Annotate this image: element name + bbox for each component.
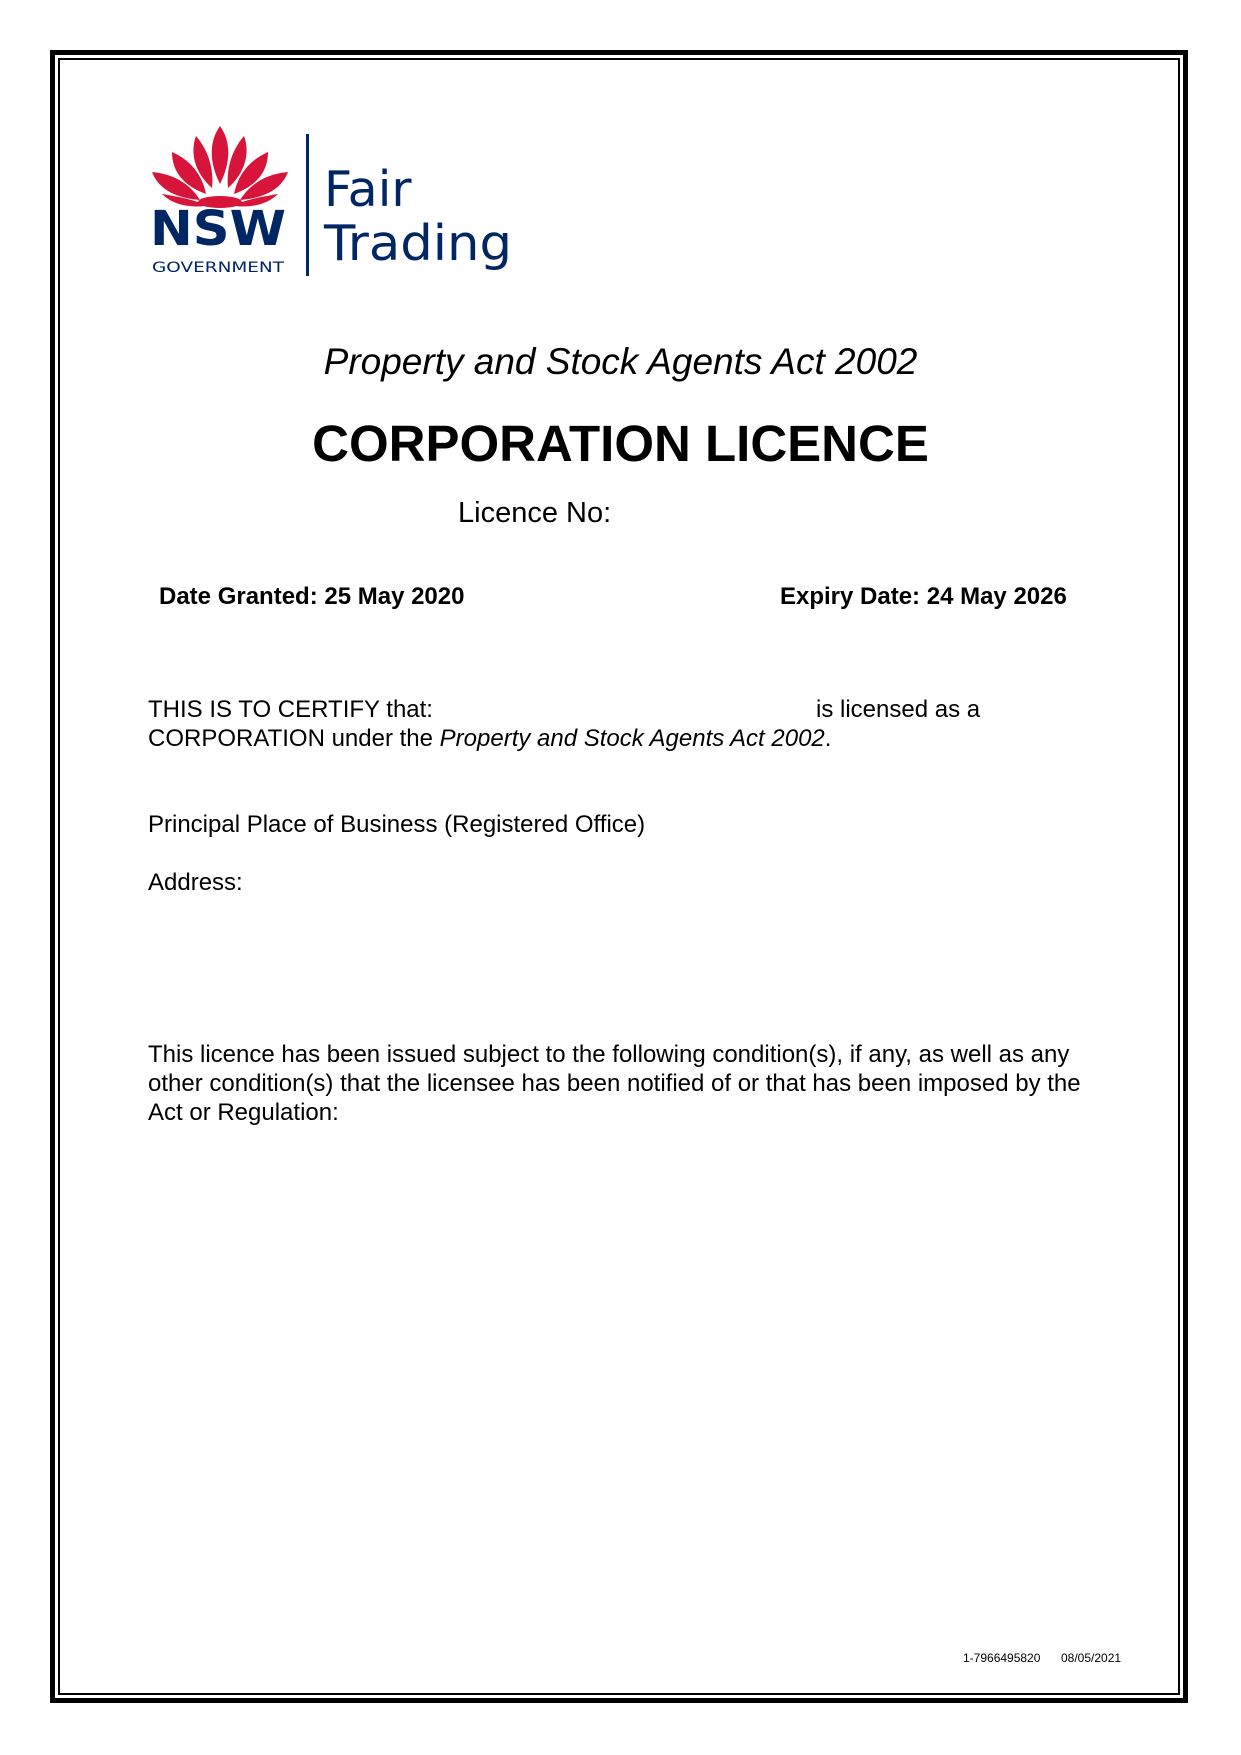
principal-place-heading: Principal Place of Business (Registered Office) — [148, 811, 646, 838]
logo-divider — [306, 134, 309, 276]
government-wordmark: GOVERNMENT — [152, 260, 285, 276]
waratah-icon — [152, 126, 288, 208]
address-label: Address: — [148, 869, 243, 896]
licensed-as-text: is licensed as a — [816, 696, 981, 723]
expiry-date: Expiry Date: 24 May 2026 — [780, 583, 1067, 610]
fair-wordmark: Fair — [324, 161, 412, 218]
certify-lead: THIS IS TO CERTIFY that: — [148, 696, 433, 723]
nsw-fair-trading-logo-graphic — [148, 122, 528, 292]
footer-date: 08/05/2021 — [1061, 1651, 1122, 1665]
trading-wordmark: Trading — [322, 215, 512, 272]
document-title: CORPORATION LICENCE — [312, 415, 929, 472]
certify-act-name: Property and Stock Agents Act 2002 — [439, 725, 825, 752]
conditions-paragraph: This licence has been issued subject to the following condition(s), if any, as well as any other condition(s) that the licensee has been notified of or that has been imposed by the Act or Regulation: — [148, 1041, 1081, 1126]
nsw-fair-trading-logo — [148, 122, 528, 292]
act-title: Property and Stock Agents Act 2002 — [323, 341, 918, 382]
licence-number-label: Licence No: — [458, 497, 612, 529]
footer-reference-number: 1-7966495820 — [963, 1651, 1041, 1665]
date-granted: Date Granted: 25 May 2020 — [159, 583, 465, 610]
nsw-wordmark: NSW — [150, 201, 286, 257]
certify-act-line — [148, 724, 831, 753]
certify-under-suffix: . — [824, 725, 832, 752]
certify-under-prefix: CORPORATION under the — [148, 725, 440, 752]
